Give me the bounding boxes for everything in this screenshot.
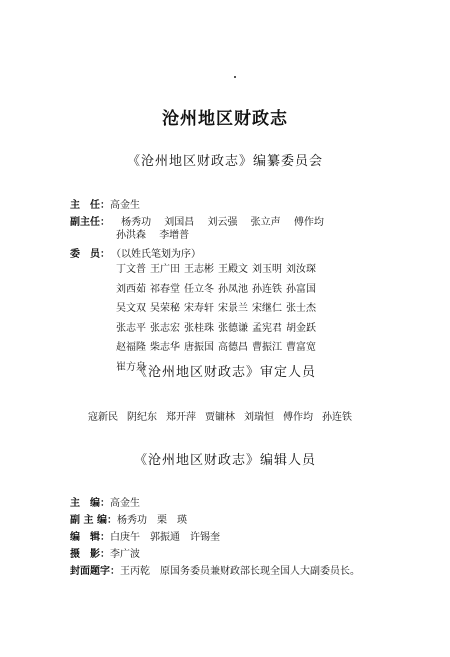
reviewer-name: 寇新民 (88, 412, 118, 423)
member-name: 崔方泉 (116, 361, 146, 373)
member-name: 王殿文 (218, 264, 248, 275)
member-name: 刘玉明 (252, 264, 282, 275)
deputy-name: 傅作均 (293, 217, 324, 228)
member-name: 孙凤池 (218, 283, 248, 295)
member-name: 孙连铁 (252, 283, 282, 295)
member-name: 曹富宽 (286, 342, 316, 353)
director-name: 高金生 (110, 200, 140, 211)
reviewer-name: 孙连铁 (322, 412, 352, 423)
deputy-name: 刘国昌 (164, 217, 195, 228)
member-name: 高德昌 (218, 342, 248, 353)
cover-title-text: 王丙乾 原国务委员兼财政部长现全国人大副委员长。 (120, 566, 360, 577)
member-name: 吴荣秘 (150, 303, 180, 314)
members-label: 委 员： (70, 249, 110, 260)
member-name: 张桂珠 (184, 322, 214, 334)
member-name: 丁文普 (116, 264, 146, 275)
member-name: 柴志华 (150, 342, 180, 353)
cover-title-row (70, 559, 360, 578)
member-name: 张德谦 (218, 322, 248, 334)
member-name: 唐振国 (184, 342, 214, 353)
page-title: 沧州地区财政志 (162, 109, 288, 129)
deputy-row (70, 210, 324, 229)
deputy-row-2 (116, 226, 189, 241)
reviewer-name: 贾镛林 (205, 412, 235, 423)
reviewer-name: 阴纪东 (127, 412, 157, 423)
member-name: 张志平 (116, 322, 146, 334)
deputy-name: 杨秀功 (121, 217, 152, 228)
member-name: 吴文双 (116, 303, 146, 314)
member-name: 张志宏 (150, 322, 180, 334)
member-name: 任立冬 (184, 283, 214, 295)
member-name: 孙富国 (286, 283, 316, 295)
director-label: 主 任： (70, 200, 110, 211)
deputy-label: 副主任： (70, 217, 110, 228)
chief-editor-label: 主 编： (70, 498, 110, 509)
deputy-name: 孙洪森 (116, 230, 146, 241)
editors: 白庚午 郭振通 许锡奎 (110, 532, 220, 543)
member-name: 刘西茹 (116, 283, 146, 295)
member-name: 宋景兰 (218, 303, 248, 314)
review-heading: 《沧州地区财政志》审定人员 (133, 365, 316, 380)
member-name: 张士杰 (286, 303, 316, 314)
member-name: 祁春堂 (150, 283, 180, 295)
member-name: 宋寿轩 (184, 303, 214, 314)
photo-label: 摄 影： (70, 549, 110, 560)
editorial-heading: 《沧州地区财政志》编辑人员 (133, 453, 316, 468)
members-line (116, 298, 320, 318)
members-line (116, 279, 320, 299)
deputy-name: 张立声 (250, 217, 281, 228)
member-name: 赵福隆 (116, 342, 146, 353)
members-line (116, 318, 320, 338)
member-name: 宋继仁 (252, 303, 282, 314)
member-name: 胡金跃 (286, 322, 316, 334)
scan-speck (234, 76, 236, 78)
member-name: 曹振江 (252, 342, 282, 353)
member-name: 王志彬 (184, 264, 214, 275)
reviewer-name: 郑开萍 (166, 412, 196, 423)
deputy-name: 李增普 (159, 230, 190, 241)
member-name: 孟宪君 (252, 322, 282, 334)
members-grid (116, 259, 320, 376)
deputy-chief-label: 副 主 编： (70, 515, 117, 526)
members-note: （以姓氏笔划为序） (116, 249, 201, 260)
photographer: 李广波 (110, 549, 140, 560)
member-name: 刘汝琛 (286, 264, 316, 275)
chief-editor: 高金生 (110, 498, 140, 509)
review-names (88, 405, 361, 424)
editors-label: 编 辑： (70, 532, 110, 543)
members-line (116, 337, 320, 357)
deputy-name: 刘云强 (207, 217, 238, 228)
committee-heading: 《沧州地区财政志》编纂委员会 (126, 154, 323, 169)
reviewer-name: 刘瑞恒 (244, 412, 274, 423)
member-name: 王广田 (150, 264, 180, 275)
reviewer-name: 傅作均 (283, 412, 313, 423)
deputy-chief-editors: 杨秀功 栗 瑛 (116, 515, 187, 526)
cover-title-label: 封面题字： (70, 566, 120, 577)
members-line (116, 259, 320, 279)
